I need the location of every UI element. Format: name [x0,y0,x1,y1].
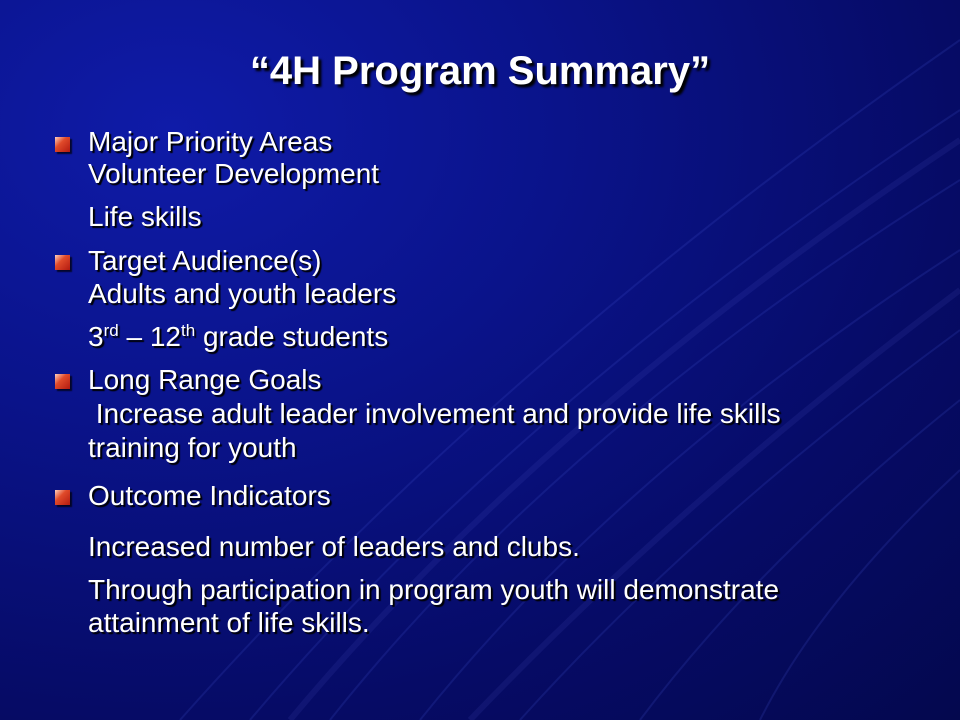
section-line: Increase adult leader involvement and provide life skills [88,398,781,429]
red-square-bullet-icon [55,490,70,505]
section-heading-outcome-indicators: Outcome Indicators [88,480,331,511]
section-heading-long-range-goals: Long Range Goals [88,364,322,395]
section-line: Adults and youth leaders [88,278,397,309]
red-square-bullet-icon [55,255,70,270]
section-line: Through participation in program youth will demonstrate [88,574,780,605]
red-square-bullet-icon [55,137,70,152]
grade-start-suffix: rd [103,321,119,340]
grade-end: – 12 [118,321,181,352]
section-line: Life skills [88,201,202,232]
slide-title: “4H Program Summary” [249,49,711,93]
grade-tail: grade students [195,321,389,352]
section-line: attainment of life skills. [88,607,370,638]
grade-start: 3 [88,321,104,352]
grade-range-line [88,321,938,357]
section-heading-major-priority-areas: Major Priority Areas [88,126,333,157]
grade-end-suffix: th [180,321,196,340]
section-line: Volunteer Development [88,158,380,189]
section-line: training for youth [88,432,297,463]
section-line: Increased number of leaders and clubs. [88,531,580,562]
red-square-bullet-icon [55,374,70,389]
section-heading-target-audience: Target Audience(s) [88,245,322,276]
